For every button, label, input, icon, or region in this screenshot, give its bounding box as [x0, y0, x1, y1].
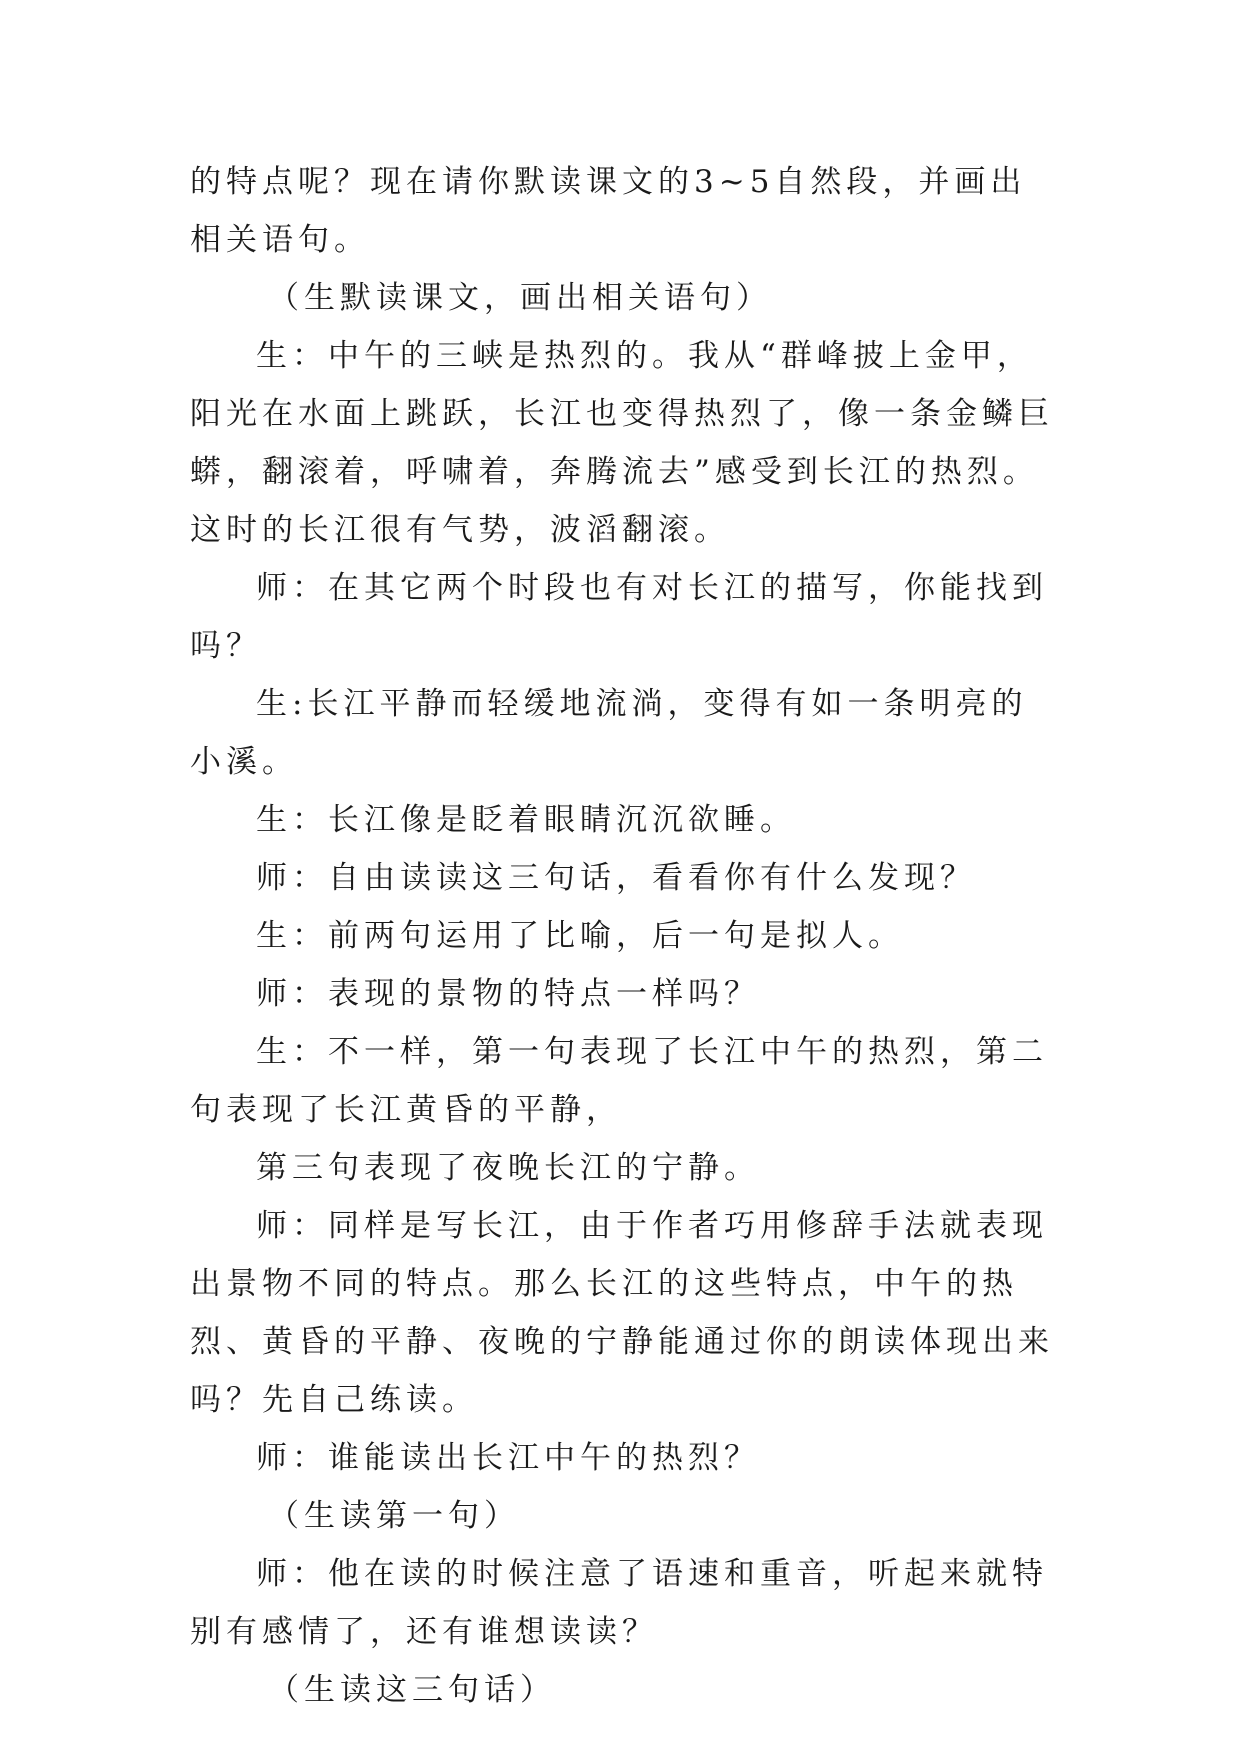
- paragraph-teacher: 师：谁能读出长江中午的热烈？: [256, 1440, 760, 1476]
- paragraph-student: 生：前两句运用了比喻，后一句是拟人。: [256, 918, 904, 954]
- paragraph-teacher: 师：自由读读这三句话，看看你有什么发现？: [256, 860, 976, 896]
- paragraph-teacher: 师：表现的景物的特点一样吗？: [256, 976, 760, 1012]
- paragraph-student: 生:长江平静而轻缓地流淌，变得有如一条明亮的小溪。: [190, 686, 1028, 780]
- paragraph-teacher: 师：他在读的时候注意了语速和重音，听起来就特别有感情了，还有谁想读读？: [190, 1556, 1048, 1650]
- paragraph-student: 生：长江像是眨着眼睛沉沉欲睡。: [256, 802, 796, 838]
- paragraph-stage-direction: （生读第一句）: [268, 1498, 520, 1534]
- paragraph-student: 生：不一样，第一句表现了长江中午的热烈，第二句表现了长江黄昏的平静，: [190, 1034, 1048, 1128]
- document-body: [190, 153, 1060, 1719]
- paragraph-teacher: 师：在其它两个时段也有对长江的描写，你能找到吗？: [190, 570, 1048, 664]
- paragraph-teacher: 师：同样是写长江，由于作者巧用修辞手法就表现出景物不同的特点。那么长江的这些特点，中午的热烈、黄昏的平静、夜晚的宁静能通过你的朗读体现出来吗？先自己练读。: [190, 1208, 1054, 1418]
- paragraph-continuation: 第三句表现了夜晚长江的宁静。: [256, 1150, 760, 1186]
- paragraph-stage-direction: （生读这三句话）: [268, 1672, 556, 1708]
- paragraph-student: 生：中午的三峡是热烈的。我从“群峰披上金甲，阳光在水面上跳跃，长江也变得热烈了，像一条金鳞巨蟒，翻滚着，呼啸着，奔腾流去”感受到长江的热烈。这时的长江很有气势，波滔翻滚。: [190, 338, 1054, 548]
- paragraph: 的特点呢？现在请你默读课文的3~5自然段，并画出相关语句。: [190, 164, 1027, 258]
- paragraph-stage-direction: （生默读课文，画出相关语句）: [268, 280, 772, 316]
